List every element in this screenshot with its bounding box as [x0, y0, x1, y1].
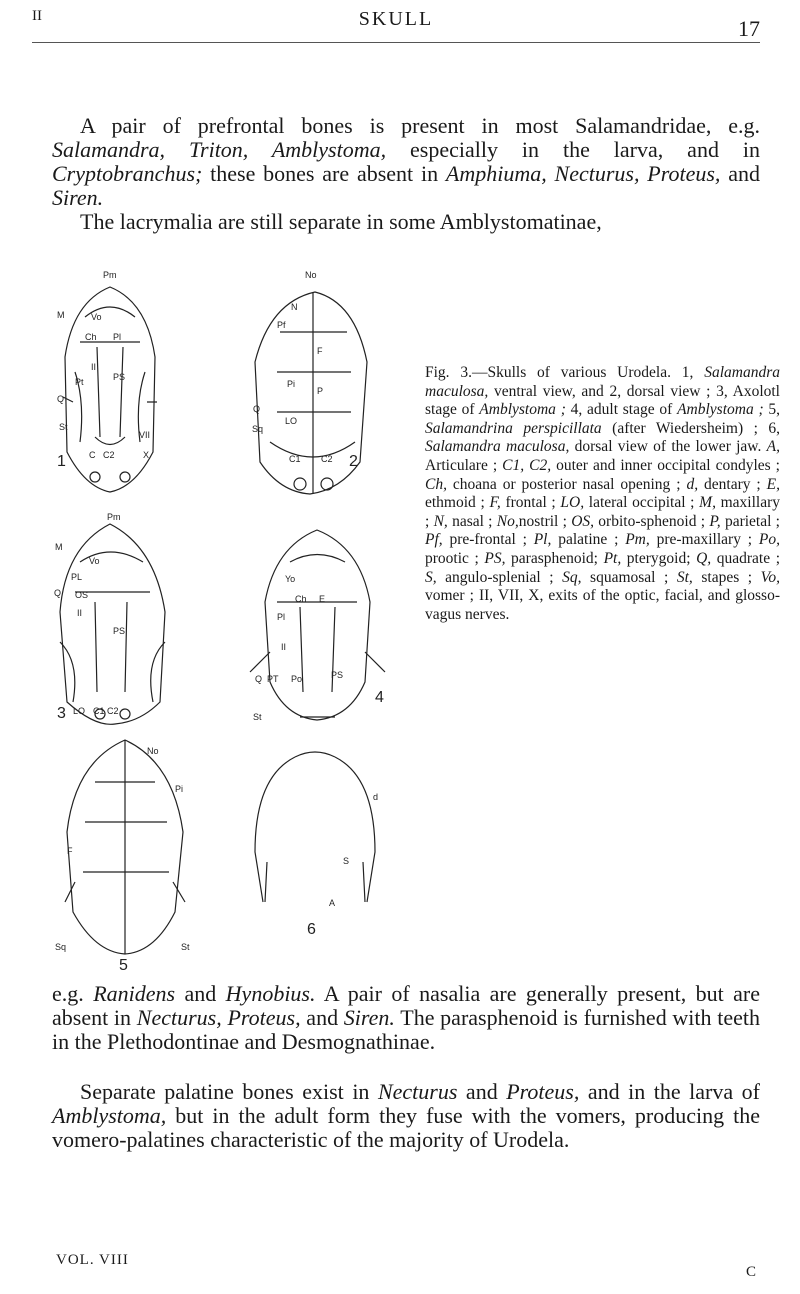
figure-number-6: 6	[307, 921, 316, 938]
label-ii: II	[281, 642, 287, 652]
label-pi: Pi	[287, 379, 296, 389]
label-m: M	[57, 310, 65, 320]
label-a: A	[329, 898, 336, 908]
paragraph-nasalia: e.g. Ranidens and Hynobius. A pair of nasalia are generally present, but are absent in Necturus, Proteus, and Siren. The parasphenoid is furnished with teeth in the Plethodontinae and Desmognathinae.	[52, 981, 761, 1054]
label-ch: Ch	[85, 332, 97, 342]
label-vo: Yo	[285, 574, 296, 584]
page-number-left: II	[32, 8, 42, 24]
label-q: Q	[253, 404, 261, 414]
running-header	[32, 8, 760, 44]
label-pm: Pm	[107, 512, 121, 522]
label-ps: PS	[331, 670, 344, 680]
caption-lead: Fig. 3.	[425, 364, 472, 381]
label-c1: C	[89, 450, 96, 460]
page-footer	[56, 1252, 760, 1282]
label-st: St	[253, 712, 262, 722]
label-no: No	[305, 270, 317, 280]
label-pl: Pl	[277, 612, 286, 622]
volume-label: VOL. VIII	[56, 1252, 129, 1268]
label-sq: Sq	[252, 424, 264, 434]
label-ch: Ch	[295, 594, 307, 604]
skull-4-drawing	[250, 530, 385, 720]
label-c2: C2	[321, 454, 333, 464]
label-q: Q	[57, 394, 65, 404]
paragraph-palatine: Separate palatine bones exist in Necturus and Proteus, and in the larva of Amblystoma, but in the adult form they fuse with the vomers, producing the vomero-palatines characteristic of the majority of Urodela.	[52, 1079, 760, 1152]
label-f: F	[317, 346, 323, 356]
label-sq: Sq	[55, 942, 67, 952]
paragraph-prefrontal: A pair of prefrontal bones is present in most Salamandridae, e.g. Salamandra, Triton, Amblystoma, especially in the larva, and in Cryptobranchus; these bones are absent in Amphiuma, Necturus, Proteus, and Siren.	[52, 113, 760, 210]
paragraph-lacrymalia: The lacrymalia are still separate in some Amblystomatinae,	[80, 209, 602, 234]
label-s: S	[343, 856, 350, 866]
skull-3-drawing	[60, 524, 165, 724]
figure-skulls	[55, 262, 430, 972]
label-n: N	[291, 302, 298, 312]
label-p: P	[317, 386, 324, 396]
label-c2: C2	[107, 706, 119, 716]
label-pt: Pt	[75, 377, 84, 387]
skull-1-drawing	[63, 287, 157, 492]
label-pt: PT	[267, 674, 279, 684]
label-no: No	[147, 746, 159, 756]
label-os: OS	[75, 590, 89, 600]
label-ps: PS	[113, 626, 126, 636]
label-c2: C2	[103, 450, 115, 460]
label-po: Po	[291, 674, 303, 684]
figure-number-4: 4	[375, 689, 384, 706]
label-m: M	[55, 542, 63, 552]
jaw-6-drawing	[255, 752, 375, 902]
label-f: F	[67, 846, 73, 856]
label-pl: Pl	[113, 332, 122, 342]
label-pi: Pi	[175, 784, 184, 794]
label-vo: Vo	[91, 312, 102, 322]
label-vo: Vo	[89, 556, 100, 566]
label-pf: Pf	[277, 320, 286, 330]
figure-number-1: 1	[57, 453, 66, 470]
label-q: Q	[54, 588, 62, 598]
label-pm: Pm	[103, 270, 117, 280]
running-title: SKULL	[358, 8, 434, 30]
figure-caption: Fig. 3.—Skulls of various Urodela. 1, Salamandra maculosa, ventral view, and 2, dorsal view ; 3, Axolotl stage of Amblystoma ; 4, adult stage of Amblystoma ; 5, Salamandrina perspicillata (after Wiedersheim) ; 6, Salamandra maculosa, dorsal view of the lower jaw. A, Articulare ; C1, C2, outer and inner occipital condyles ; Ch, choana or posterior nasal opening ; d, dentary ; E, ethmoid ; F, frontal ; LO, lateral occipital ; M, maxillary ; N, nasal ; No,nostril ; OS, orbito-sphenoid ; P, parietal ; Pf, pre-frontal ; Pl, palatine ; Pm, pre-maxillary ; Po, prootic ; PS, parasphenoid; Pt, pterygoid; Q, quadrate ; S, angulo-splenial ; Sq, squamosal ; St, stapes ; Vo, vomer ; II, VII, X, exits of the optic, facial, and glosso-vagus nerves.	[425, 364, 781, 623]
label-c1: C1	[289, 454, 301, 464]
label-q: Q	[255, 674, 263, 684]
label-e: E	[319, 594, 326, 604]
page-number: 17	[738, 16, 760, 41]
header-rule	[32, 42, 760, 43]
label-st: St	[181, 942, 190, 952]
label-c1: C1	[93, 706, 105, 716]
figure-number-2: 2	[349, 453, 358, 470]
label-vii: VII	[139, 430, 151, 440]
label-lo: LO	[285, 416, 298, 426]
label-ii: II	[77, 608, 83, 618]
label-ii: II	[91, 362, 97, 372]
label-st: St	[59, 422, 68, 432]
skull-5-drawing	[65, 740, 185, 954]
label-lo: LO	[73, 706, 86, 716]
label-x: X	[143, 450, 150, 460]
figure-number-3: 3	[57, 705, 66, 722]
label-d: d	[373, 792, 379, 802]
figure-number-5: 5	[119, 957, 128, 974]
label-ps: PS	[113, 372, 126, 382]
label-pl: PL	[71, 572, 83, 582]
signature-mark: C	[745, 1264, 756, 1280]
